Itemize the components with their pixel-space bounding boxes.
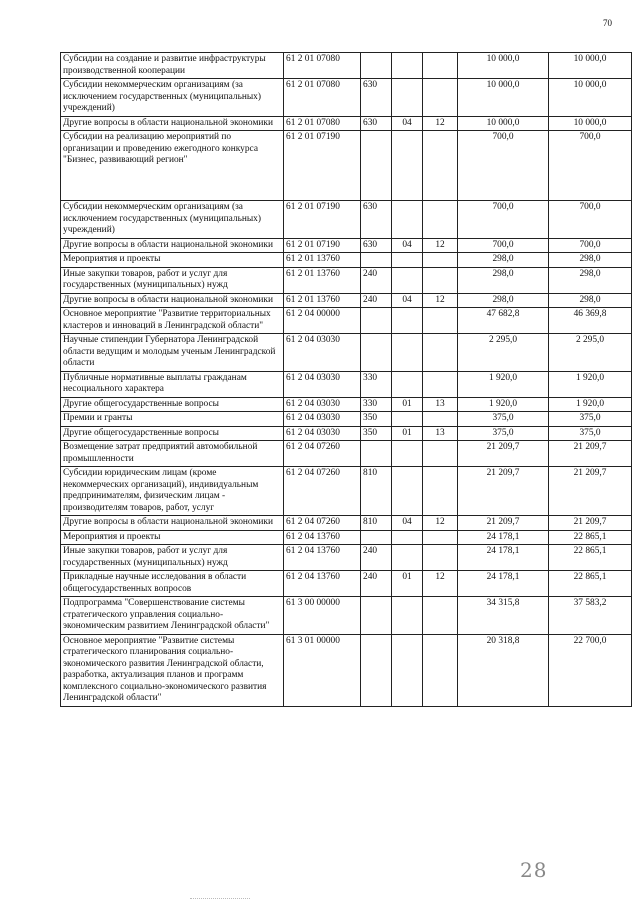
row-name-cell: Субсидии некоммерческим организациям (за исключением государственных (муниципальных) учреждений) [61,79,284,117]
row-sum-year1-cell: 24 178,1 [458,571,549,597]
row-code-cell: 61 2 04 07260 [284,516,361,531]
table-row [61,253,632,268]
row-vr-cell [361,530,392,545]
row-sum-year1-cell: 24 178,1 [458,530,549,545]
budget-table-body [61,53,632,707]
row-sum-year1-cell: 298,0 [458,267,549,293]
row-sum-year2-cell: 298,0 [549,293,632,308]
row-vr-cell: 350 [361,412,392,427]
row-sum-year1-cell: 20 318,8 [458,634,549,706]
row-sum-year1-cell: 47 682,8 [458,308,549,334]
row-sum-year1-cell: 10 000,0 [458,53,549,79]
row-code-cell: 61 2 01 07190 [284,131,361,201]
row-sum-year2-cell: 21 209,7 [549,441,632,467]
page-number: 70 [603,18,612,28]
row-vr-cell: 630 [361,238,392,253]
row-name-cell: Возмещение затрат предприятий автомобильной промышленности [61,441,284,467]
table-row [61,530,632,545]
row-section-cell [392,267,423,293]
row-subsection-cell [423,53,458,79]
budget-table [60,52,632,707]
row-subsection-cell [423,267,458,293]
row-subsection-cell [423,334,458,372]
row-subsection-cell: 12 [423,293,458,308]
row-vr-cell [361,253,392,268]
row-sum-year1-cell: 10 000,0 [458,116,549,131]
row-code-cell: 61 2 01 07080 [284,116,361,131]
row-subsection-cell [423,131,458,201]
row-code-cell: 61 2 04 07260 [284,441,361,467]
row-sum-year2-cell: 10 000,0 [549,116,632,131]
row-sum-year1-cell: 298,0 [458,253,549,268]
row-vr-cell: 330 [361,397,392,412]
table-row [61,293,632,308]
row-name-cell: Основное мероприятие "Развитие территориальных кластеров и инноваций в Ленинградской области" [61,308,284,334]
row-sum-year1-cell: 21 209,7 [458,516,549,531]
row-code-cell: 61 2 04 13760 [284,530,361,545]
row-section-cell [392,334,423,372]
row-section-cell: 04 [392,116,423,131]
row-section-cell [392,53,423,79]
handwritten-page-mark: 28 [520,858,548,882]
row-sum-year1-cell: 34 315,8 [458,597,549,635]
row-vr-cell [361,441,392,467]
row-section-cell [392,131,423,201]
row-sum-year2-cell: 298,0 [549,253,632,268]
row-sum-year1-cell: 2 295,0 [458,334,549,372]
row-subsection-cell [423,253,458,268]
row-sum-year1-cell: 24 178,1 [458,545,549,571]
row-sum-year2-cell: 21 209,7 [549,467,632,516]
row-code-cell: 61 3 01 00000 [284,634,361,706]
row-code-cell: 61 2 01 13760 [284,293,361,308]
row-code-cell: 61 2 04 03030 [284,426,361,441]
row-section-cell [392,467,423,516]
row-name-cell: Другие общегосударственные вопросы [61,426,284,441]
row-vr-cell: 630 [361,79,392,117]
table-row [61,334,632,372]
row-sum-year1-cell: 1 920,0 [458,371,549,397]
table-row [61,308,632,334]
row-section-cell [392,371,423,397]
row-vr-cell [361,634,392,706]
row-sum-year1-cell: 10 000,0 [458,79,549,117]
row-code-cell: 61 2 01 13760 [284,267,361,293]
row-sum-year2-cell: 46 369,8 [549,308,632,334]
row-name-cell: Мероприятия и проекты [61,253,284,268]
row-sum-year2-cell: 10 000,0 [549,53,632,79]
table-row [61,412,632,427]
row-section-cell: 01 [392,571,423,597]
row-section-cell: 04 [392,238,423,253]
row-code-cell: 61 2 04 13760 [284,571,361,597]
row-sum-year2-cell: 22 865,1 [549,571,632,597]
row-code-cell: 61 2 01 07190 [284,201,361,239]
row-section-cell: 01 [392,397,423,412]
row-vr-cell [361,53,392,79]
row-code-cell: 61 2 04 03030 [284,334,361,372]
table-row [61,516,632,531]
row-name-cell: Субсидии юридическим лицам (кроме некоммерческих организаций), индивидуальным предпринимателям, физическим лицам - производителям товаров, работ, услуг [61,467,284,516]
row-section-cell [392,253,423,268]
row-vr-cell: 810 [361,516,392,531]
row-subsection-cell [423,530,458,545]
row-sum-year2-cell: 1 920,0 [549,397,632,412]
row-name-cell: Мероприятия и проекты [61,530,284,545]
row-subsection-cell [423,545,458,571]
row-name-cell: Другие вопросы в области национальной экономики [61,238,284,253]
row-vr-cell: 330 [361,371,392,397]
row-sum-year2-cell: 10 000,0 [549,79,632,117]
row-subsection-cell: 12 [423,516,458,531]
row-section-cell [392,412,423,427]
row-code-cell: 61 2 04 13760 [284,545,361,571]
row-code-cell: 61 2 04 03030 [284,412,361,427]
row-section-cell [392,79,423,117]
row-subsection-cell: 12 [423,116,458,131]
row-sum-year1-cell: 700,0 [458,131,549,201]
row-vr-cell [361,334,392,372]
row-sum-year2-cell: 37 583,2 [549,597,632,635]
row-name-cell: Субсидии некоммерческим организациям (за исключением государственных (муниципальных) учреждений) [61,201,284,239]
row-section-cell: 04 [392,516,423,531]
row-sum-year1-cell: 700,0 [458,201,549,239]
row-name-cell: Иные закупки товаров, работ и услуг для государственных (муниципальных) нужд [61,545,284,571]
row-name-cell: Субсидии на реализацию мероприятий по организации и проведению ежегодного конкурса "Бизнес, развивающий регион" [61,131,284,201]
row-subsection-cell [423,441,458,467]
row-section-cell [392,530,423,545]
table-row [61,397,632,412]
row-sum-year2-cell: 298,0 [549,267,632,293]
row-subsection-cell [423,634,458,706]
row-sum-year2-cell: 375,0 [549,426,632,441]
row-sum-year2-cell: 22 865,1 [549,530,632,545]
row-sum-year1-cell: 375,0 [458,426,549,441]
table-row [61,467,632,516]
row-sum-year1-cell: 21 209,7 [458,441,549,467]
row-name-cell: Другие вопросы в области национальной экономики [61,116,284,131]
row-subsection-cell [423,308,458,334]
row-section-cell [392,308,423,334]
row-name-cell: Иные закупки товаров, работ и услуг для государственных (муниципальных) нужд [61,267,284,293]
row-subsection-cell [423,371,458,397]
table-row [61,53,632,79]
row-sum-year2-cell: 22 865,1 [549,545,632,571]
row-sum-year1-cell: 1 920,0 [458,397,549,412]
row-vr-cell: 240 [361,293,392,308]
row-sum-year1-cell: 298,0 [458,293,549,308]
row-sum-year2-cell: 700,0 [549,238,632,253]
row-sum-year2-cell: 700,0 [549,131,632,201]
row-subsection-cell [423,412,458,427]
table-row [61,131,632,201]
row-subsection-cell: 13 [423,397,458,412]
row-section-cell [392,201,423,239]
row-section-cell: 04 [392,293,423,308]
row-name-cell: Субсидии на создание и развитие инфраструктуры производственной кооперации [61,53,284,79]
table-row [61,441,632,467]
scan-artifact-line [190,898,250,899]
row-code-cell: 61 2 04 03030 [284,397,361,412]
table-row [61,79,632,117]
row-code-cell: 61 2 01 07080 [284,53,361,79]
row-name-cell: Основное мероприятие "Развитие системы стратегического планирования социально-экономического развития Ленинградской области, разработка, актуализация планов и программ комплексного социально-экономического развития Ленинградской области" [61,634,284,706]
row-sum-year1-cell: 700,0 [458,238,549,253]
row-sum-year2-cell: 375,0 [549,412,632,427]
row-sum-year2-cell: 22 700,0 [549,634,632,706]
table-row [61,634,632,706]
table-row [61,201,632,239]
row-code-cell: 61 2 01 13760 [284,253,361,268]
row-name-cell: Другие вопросы в области национальной экономики [61,293,284,308]
row-vr-cell: 630 [361,116,392,131]
row-vr-cell [361,131,392,201]
row-section-cell [392,597,423,635]
row-sum-year2-cell: 21 209,7 [549,516,632,531]
row-code-cell: 61 2 04 00000 [284,308,361,334]
table-row [61,426,632,441]
row-subsection-cell [423,201,458,239]
table-row [61,545,632,571]
row-code-cell: 61 2 01 07080 [284,79,361,117]
row-name-cell: Другие общегосударственные вопросы [61,397,284,412]
row-name-cell: Научные стипендии Губернатора Ленинградской области ведущим и молодым ученым Ленинградской области [61,334,284,372]
row-name-cell: Подпрограмма "Совершенствование системы стратегического управления социально-экономическим развитием Ленинградской области" [61,597,284,635]
row-vr-cell: 240 [361,571,392,597]
row-vr-cell: 240 [361,545,392,571]
row-subsection-cell [423,597,458,635]
row-code-cell: 61 2 01 07190 [284,238,361,253]
row-section-cell [392,441,423,467]
row-vr-cell: 810 [361,467,392,516]
row-name-cell: Публичные нормативные выплаты гражданам несоциального характера [61,371,284,397]
table-row [61,597,632,635]
row-sum-year2-cell: 700,0 [549,201,632,239]
row-sum-year1-cell: 375,0 [458,412,549,427]
row-subsection-cell [423,467,458,516]
row-code-cell: 61 2 04 03030 [284,371,361,397]
row-code-cell: 61 3 00 00000 [284,597,361,635]
row-section-cell: 01 [392,426,423,441]
row-sum-year2-cell: 1 920,0 [549,371,632,397]
table-row [61,571,632,597]
row-sum-year1-cell: 21 209,7 [458,467,549,516]
row-subsection-cell [423,79,458,117]
row-name-cell: Другие вопросы в области национальной экономики [61,516,284,531]
row-section-cell [392,545,423,571]
row-code-cell: 61 2 04 07260 [284,467,361,516]
row-vr-cell: 630 [361,201,392,239]
row-name-cell: Премии и гранты [61,412,284,427]
row-name-cell: Прикладные научные исследования в области общегосударственных вопросов [61,571,284,597]
row-vr-cell: 240 [361,267,392,293]
table-row [61,267,632,293]
table-row [61,116,632,131]
table-row [61,371,632,397]
row-subsection-cell: 12 [423,238,458,253]
row-section-cell [392,634,423,706]
row-vr-cell [361,597,392,635]
row-vr-cell: 350 [361,426,392,441]
row-vr-cell [361,308,392,334]
row-subsection-cell: 13 [423,426,458,441]
row-subsection-cell: 12 [423,571,458,597]
table-row [61,238,632,253]
row-sum-year2-cell: 2 295,0 [549,334,632,372]
